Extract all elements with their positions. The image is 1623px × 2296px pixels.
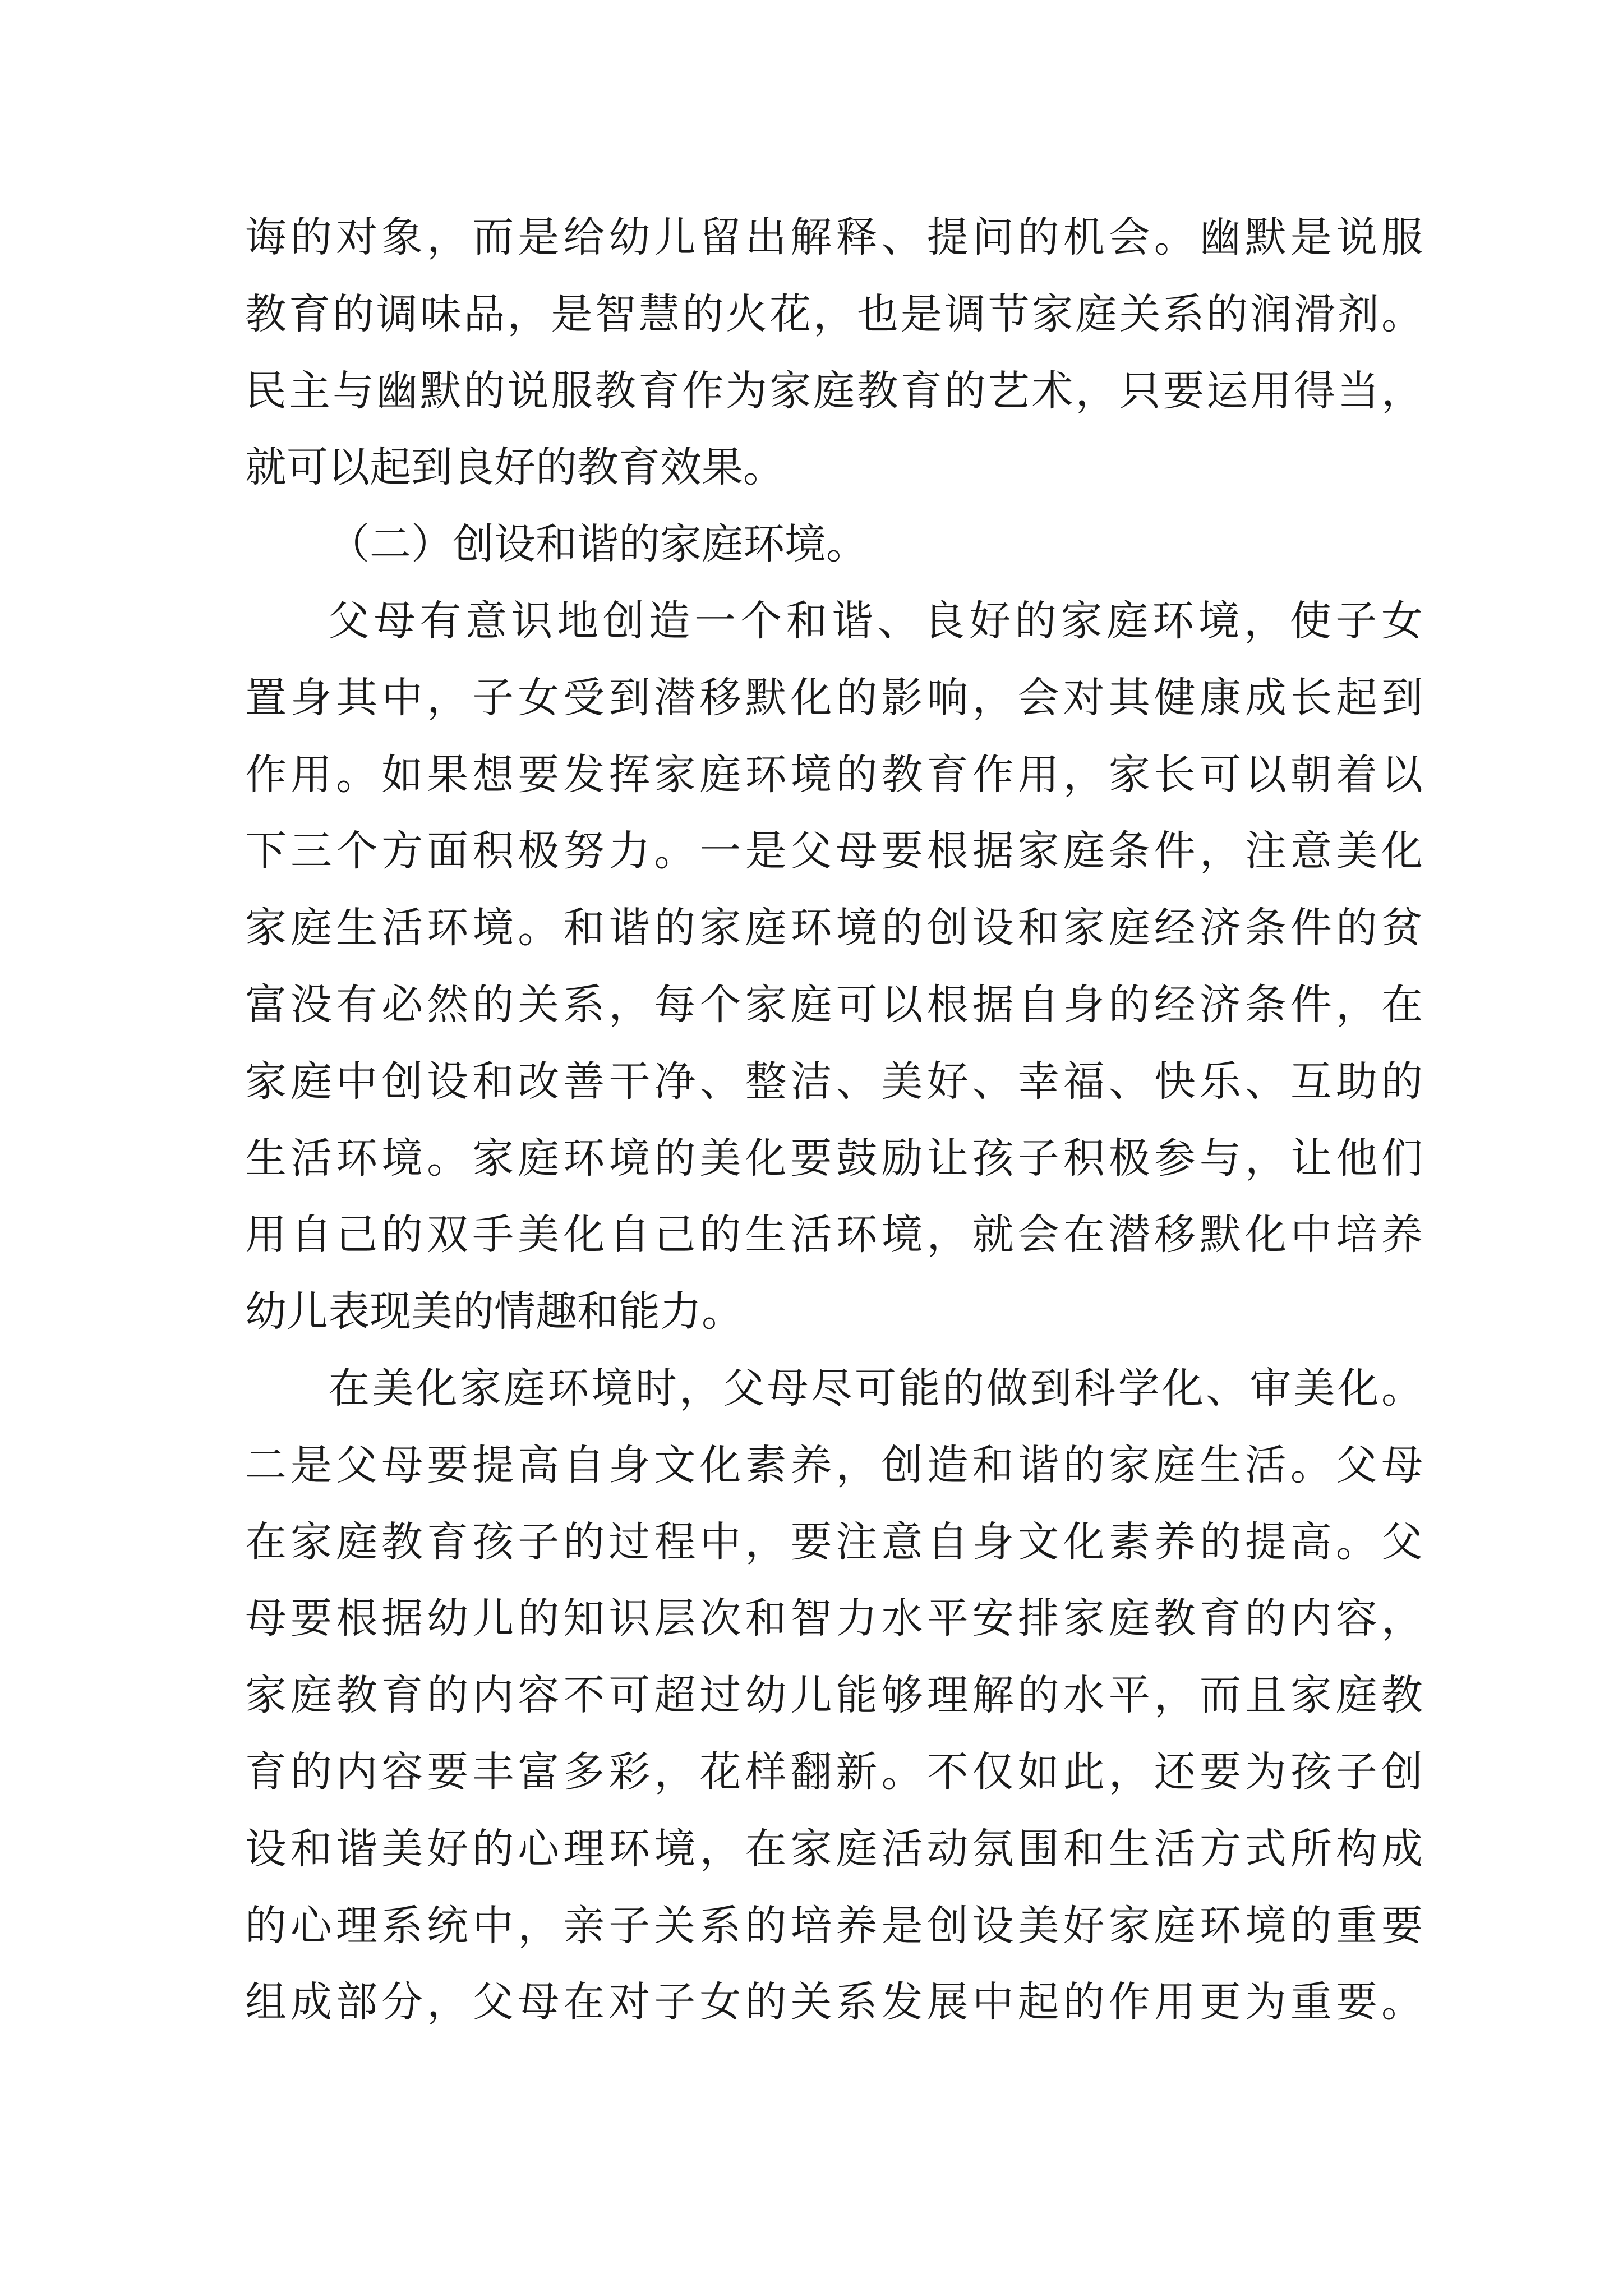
text-line: 家庭生活环境。和谐的家庭环境的创设和家庭经济条件的贫 (245, 904, 1423, 953)
text-line: 幼儿表现美的情趣和能力。 (245, 1287, 743, 1336)
text-line: 作用。如果想要发挥家庭环境的教育作用，家长可以朝着以 (245, 750, 1423, 799)
text-line: 在家庭教育孩子的过程中，要注意自身文化素养的提高。父 (245, 1517, 1423, 1566)
text-line: 就可以起到良好的教育效果。 (245, 443, 785, 492)
text-line: 二是父母要提高自身文化素养，创造和谐的家庭生活。父母 (245, 1441, 1423, 1489)
text-line: 家庭中创设和改善干净、整洁、美好、幸福、快乐、互助的 (245, 1057, 1423, 1106)
text-line: 生活环境。家庭环境的美化要鼓励让孩子积极参与，让他们 (245, 1134, 1423, 1182)
text-line: 家庭教育的内容不可超过幼儿能够理解的水平，而且家庭教 (245, 1671, 1423, 1720)
text-line: 民主与幽默的说服教育作为家庭教育的艺术，只要运用得当， (245, 366, 1423, 415)
text-line: 富没有必然的关系，每个家庭可以根据自身的经济条件，在 (245, 980, 1423, 1029)
text-line: 教育的调味品，是智慧的火花，也是调节家庭关系的润滑剂。 (245, 289, 1423, 338)
text-line: 组成部分，父母在对子女的关系发展中起的作用更为重要。 (245, 1978, 1423, 2027)
section-heading: （二）创设和谐的家庭环境。 (328, 520, 868, 569)
text-line: 在美化家庭环境时，父母尽可能的做到科学化、审美化。 (328, 1364, 1423, 1412)
body-text (245, 199, 1423, 2041)
text-line: 置身其中，子女受到潜移默化的影响，会对其健康成长起到 (245, 673, 1423, 722)
text-line: 父母有意识地创造一个和谐、良好的家庭环境，使子女 (328, 596, 1423, 645)
text-line: 用自己的双手美化自己的生活环境，就会在潜移默化中培养 (245, 1211, 1423, 1259)
text-line: 设和谐美好的心理环境，在家庭活动氛围和生活方式所构成 (245, 1824, 1423, 1873)
text-line: 下三个方面积极努力。一是父母要根据家庭条件，注意美化 (245, 827, 1423, 876)
text-line: 育的内容要丰富多彩，花样翻新。不仅如此，还要为孩子创 (245, 1747, 1423, 1796)
text-line: 诲的对象，而是给幼儿留出解释、提问的机会。幽默是说服 (245, 213, 1423, 261)
text-line: 的心理系统中，亲子关系的培养是创设美好家庭环境的重要 (245, 1901, 1423, 1950)
text-line: 母要根据幼儿的知识层次和智力水平安排家庭教育的内容， (245, 1594, 1423, 1643)
